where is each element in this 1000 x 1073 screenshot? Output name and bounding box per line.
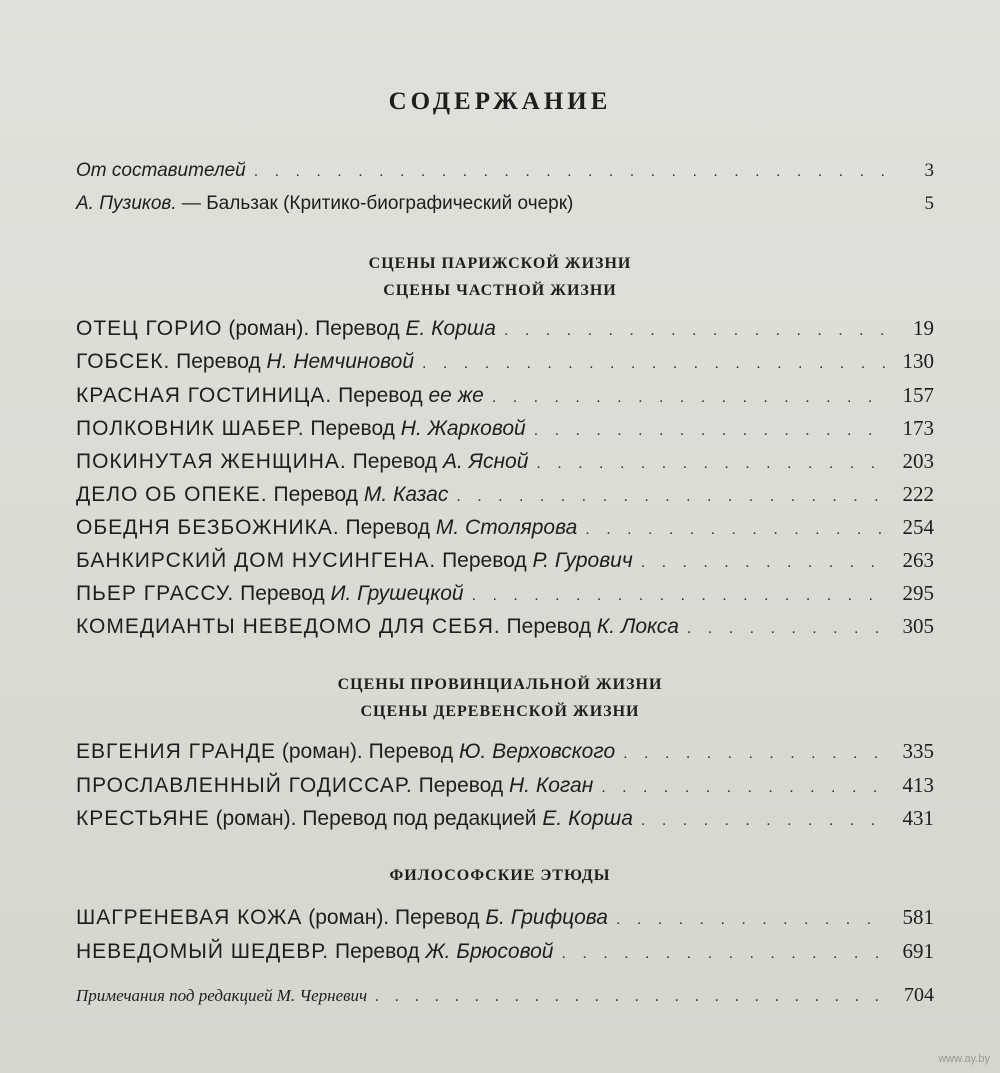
leader-dots [561, 945, 886, 963]
translator-name: Е. Корша [405, 317, 496, 340]
translator-name: Ж. Брюсовой [425, 940, 554, 963]
work-title: НЕВЕДОМЫЙ ШЕДЕВР. [76, 940, 330, 963]
entry-title: От составителей [76, 160, 246, 181]
toc-entry [76, 773, 934, 803]
notes-text: Примечания под редакцией М. Черневич [76, 986, 368, 1005]
entry-text: — Бальзак (Критико-биографический очерк) [181, 193, 574, 214]
translator-name: Р. Гурович [532, 549, 633, 572]
translation-label: Перевод [338, 384, 423, 407]
leader-dots [585, 521, 886, 539]
toc-entry [76, 806, 934, 836]
leader-dots [492, 389, 886, 407]
work-title: ПОЛКОВНИК ШАБЕР. [76, 417, 305, 440]
translator-name: Ю. Верховского [459, 740, 616, 763]
page-number: 130 [902, 349, 934, 373]
toc-entry-notes [76, 984, 934, 1014]
translator-name: Е. Корша [542, 807, 633, 830]
section-heading: СЦЕНЫ ПРОВИНЦИАЛЬНОЙ ЖИЗНИ [337, 676, 663, 693]
page-number: 157 [902, 383, 934, 407]
page-number: 173 [902, 416, 934, 440]
translation-label: Перевод [442, 549, 527, 572]
work-note: (роман). [228, 317, 310, 340]
page-number: 295 [902, 581, 934, 605]
page-number: 203 [902, 449, 934, 473]
translation-label: Перевод [395, 906, 480, 929]
translation-label: Перевод [273, 483, 359, 506]
toc-entry [76, 383, 934, 413]
work-title: ОБЕДНЯ БЕЗБОЖНИКА. [76, 516, 340, 539]
section-subheading: СЦЕНЫ ДЕРЕВЕНСКОЙ ЖИЗНИ [360, 703, 640, 720]
work-title: БАНКИРСКИЙ ДОМ НУСИНГЕНА. [76, 549, 437, 572]
entry-title [76, 193, 573, 215]
leader-dots [504, 322, 886, 340]
work-title: ГОБСЕК. [76, 350, 171, 373]
toc-entry [76, 349, 934, 379]
translator-name: М. Столярова [435, 516, 578, 539]
translation-label: Перевод [368, 740, 454, 763]
translation-label: Перевод [352, 450, 438, 473]
page-number: 431 [902, 806, 934, 830]
work-title: ПЬЕР ГРАССУ. [76, 582, 235, 605]
translation-label: Перевод [176, 350, 261, 373]
translator-name: И. Грушецкой [330, 582, 464, 605]
leader-dots [601, 779, 886, 797]
toc-entry [76, 416, 934, 446]
leader-dots [623, 745, 886, 763]
leader-dots [375, 988, 886, 1006]
toc-entry [76, 739, 934, 769]
section-heading: СЦЕНЫ ПАРИЖСКОЙ ЖИЗНИ [368, 255, 632, 272]
work-note: (роман). [308, 906, 390, 929]
leader-dots [641, 812, 886, 830]
work-title: КОМЕДИАНТЫ НЕВЕДОМО ДЛЯ СЕБЯ. [76, 615, 501, 638]
work-note: (роман). [215, 807, 297, 830]
toc-entry [76, 316, 934, 346]
translation-label: Перевод [345, 516, 431, 539]
work-title: КРЕСТЬЯНЕ [76, 807, 210, 830]
leader-dots [641, 554, 886, 572]
toc-entry [76, 614, 934, 644]
page-number: 335 [902, 739, 934, 763]
page-number: 305 [902, 614, 934, 638]
translation-label: Перевод [240, 582, 325, 605]
translation-label: Перевод [334, 940, 420, 963]
work-title: КРАСНАЯ ГОСТИНИЦА. [76, 384, 333, 407]
toc-entry [76, 939, 934, 969]
translator-name: К. Локса [596, 615, 679, 638]
translation-label: Перевод [506, 615, 592, 638]
work-title: ОТЕЦ ГОРИО [76, 317, 223, 340]
leader-dots [456, 488, 886, 506]
work-title: ПОКИНУТАЯ ЖЕНЩИНА. [76, 450, 347, 473]
toc-entry [76, 581, 934, 611]
translator-name: Б. Грифцова [485, 906, 608, 929]
work-title: ШАГРЕНЕВАЯ КОЖА [76, 906, 303, 929]
leader-dots [616, 911, 886, 929]
leader-dots [472, 587, 886, 605]
work-title: ДЕЛО ОБ ОПЕКЕ. [76, 483, 268, 506]
toc-entry [76, 905, 934, 935]
page-number: 691 [902, 939, 934, 963]
page-number: 704 [904, 984, 934, 1006]
toc-entry [76, 515, 934, 545]
page-number: 263 [902, 548, 934, 572]
section-subheading: СЦЕНЫ ЧАСТНОЙ ЖИЗНИ [383, 282, 617, 299]
work-title: ПРОСЛАВЛЕННЫЙ ГОДИССАР. [76, 774, 413, 797]
translator-name: Н. Коган [509, 774, 594, 797]
page-number: 19 [913, 316, 934, 340]
leader-dots [687, 620, 886, 638]
translation-label: Перевод [418, 774, 504, 797]
translation-label: Перевод [310, 417, 395, 440]
toc-entry-front-1 [76, 160, 934, 190]
page-number: 5 [924, 193, 934, 214]
page-number: 581 [902, 905, 934, 929]
translator-name: А. Ясной [442, 450, 529, 473]
page-number: 3 [924, 160, 934, 181]
page-number: 222 [902, 482, 934, 506]
page-number: 413 [902, 773, 934, 797]
leader-dots [534, 422, 886, 440]
watermark: www.ay.by [938, 1053, 990, 1065]
entry-author: А. Пузиков. [76, 193, 177, 214]
leader-dots [254, 163, 886, 181]
section-heading: ФИЛОСОФСКИЕ ЭТЮДЫ [389, 867, 611, 884]
leader-dots [422, 355, 886, 373]
translation-label: Перевод [315, 317, 400, 340]
toc-entry [76, 482, 934, 512]
work-note: (роман). [281, 740, 363, 763]
work-title: ЕВГЕНИЯ ГРАНДЕ [76, 740, 277, 763]
translator-name: ее же [428, 384, 484, 407]
translator-name: Н. Немчиновой [266, 350, 415, 373]
page-number: 254 [902, 515, 934, 539]
toc-entry-front-2 [76, 193, 934, 223]
toc-entry [76, 449, 934, 479]
translator-name: М. Казас [363, 483, 449, 506]
translation-label: Перевод под редакцией [302, 807, 537, 830]
translator-name: Н. Жарковой [400, 417, 526, 440]
toc-entry [76, 548, 934, 578]
page-title: СОДЕРЖАНИЕ [388, 88, 612, 115]
leader-dots [536, 455, 886, 473]
